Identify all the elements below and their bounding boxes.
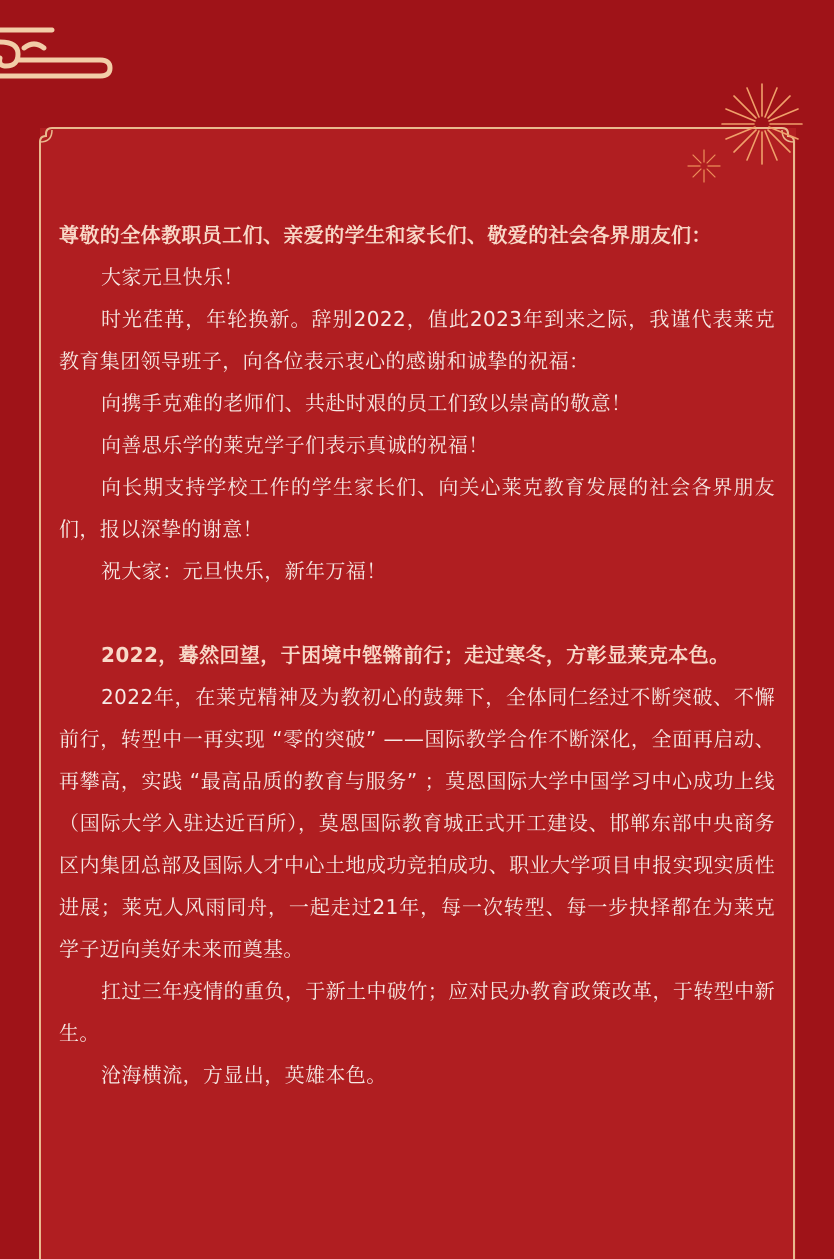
letter-paragraph: 时光荏苒，年轮换新。辞别2022，值此2023年到来之际，我谨代表莱克教育集团领导班子，向各位表示衷心的感谢和诚挚的祝福： xyxy=(59,307,775,373)
letter-paragraph: 向长期支持学校工作的学生家长们、向关心莱克教育发展的社会各界朋友们，报以深挚的谢意！ xyxy=(59,475,775,541)
letter-paragraph: 沧海横流，方显出，英雄本色。 xyxy=(101,1063,387,1087)
letter-paragraph: 大家元旦快乐！ xyxy=(101,265,244,289)
letter-paragraph: 向善思乐学的莱克学子们表示真诚的祝福！ xyxy=(101,433,489,457)
paragraph-spacer xyxy=(59,592,775,634)
firework-icon xyxy=(718,80,806,168)
letter-paragraph: 扛过三年疫情的重负，于新土中破竹；应对民办教育政策改革，于转型中新生。 xyxy=(59,979,775,1045)
letter-paragraph: 2022年，在莱克精神及为教初心的鼓舞下，全体同仁经过不断突破、不懈前行，转型中一再实现 “零的突破” ——国际教学合作不断深化，全面再启动、再攀高，实践 “最高品质的教育与服务” ；莫恩国际大学中国学习中心成功上线（国际大学入驻达近百所），莫恩国际教育城正式开工建设、邯郸东部中央商务区内集团总部及国际人才中心土地成功竞拍成功、职业大学项目申报实现实质性进展；莱克人风雨同舟，一起走过21年，每一次转型、每一步抉择都在为莱克学子迈向美好未来而奠基。 xyxy=(59,685,775,961)
firework-icon xyxy=(686,148,722,184)
letter-paragraph: 祝大家：元旦快乐，新年万福！ xyxy=(101,559,387,583)
section-heading: 2022，蓦然回望，于困境中铿锵前行；走过寒冬，方彰显莱克本色。 xyxy=(101,643,730,667)
auspicious-cloud-icon xyxy=(0,22,115,86)
letter-body xyxy=(59,214,775,1096)
letter-paragraph: 向携手克难的老师们、共赴时艰的员工们致以崇高的敬意！ xyxy=(101,391,632,415)
letter-greeting: 尊敬的全体教职员工们、亲爱的学生和家长们、敬爱的社会各界朋友们： xyxy=(59,223,712,247)
